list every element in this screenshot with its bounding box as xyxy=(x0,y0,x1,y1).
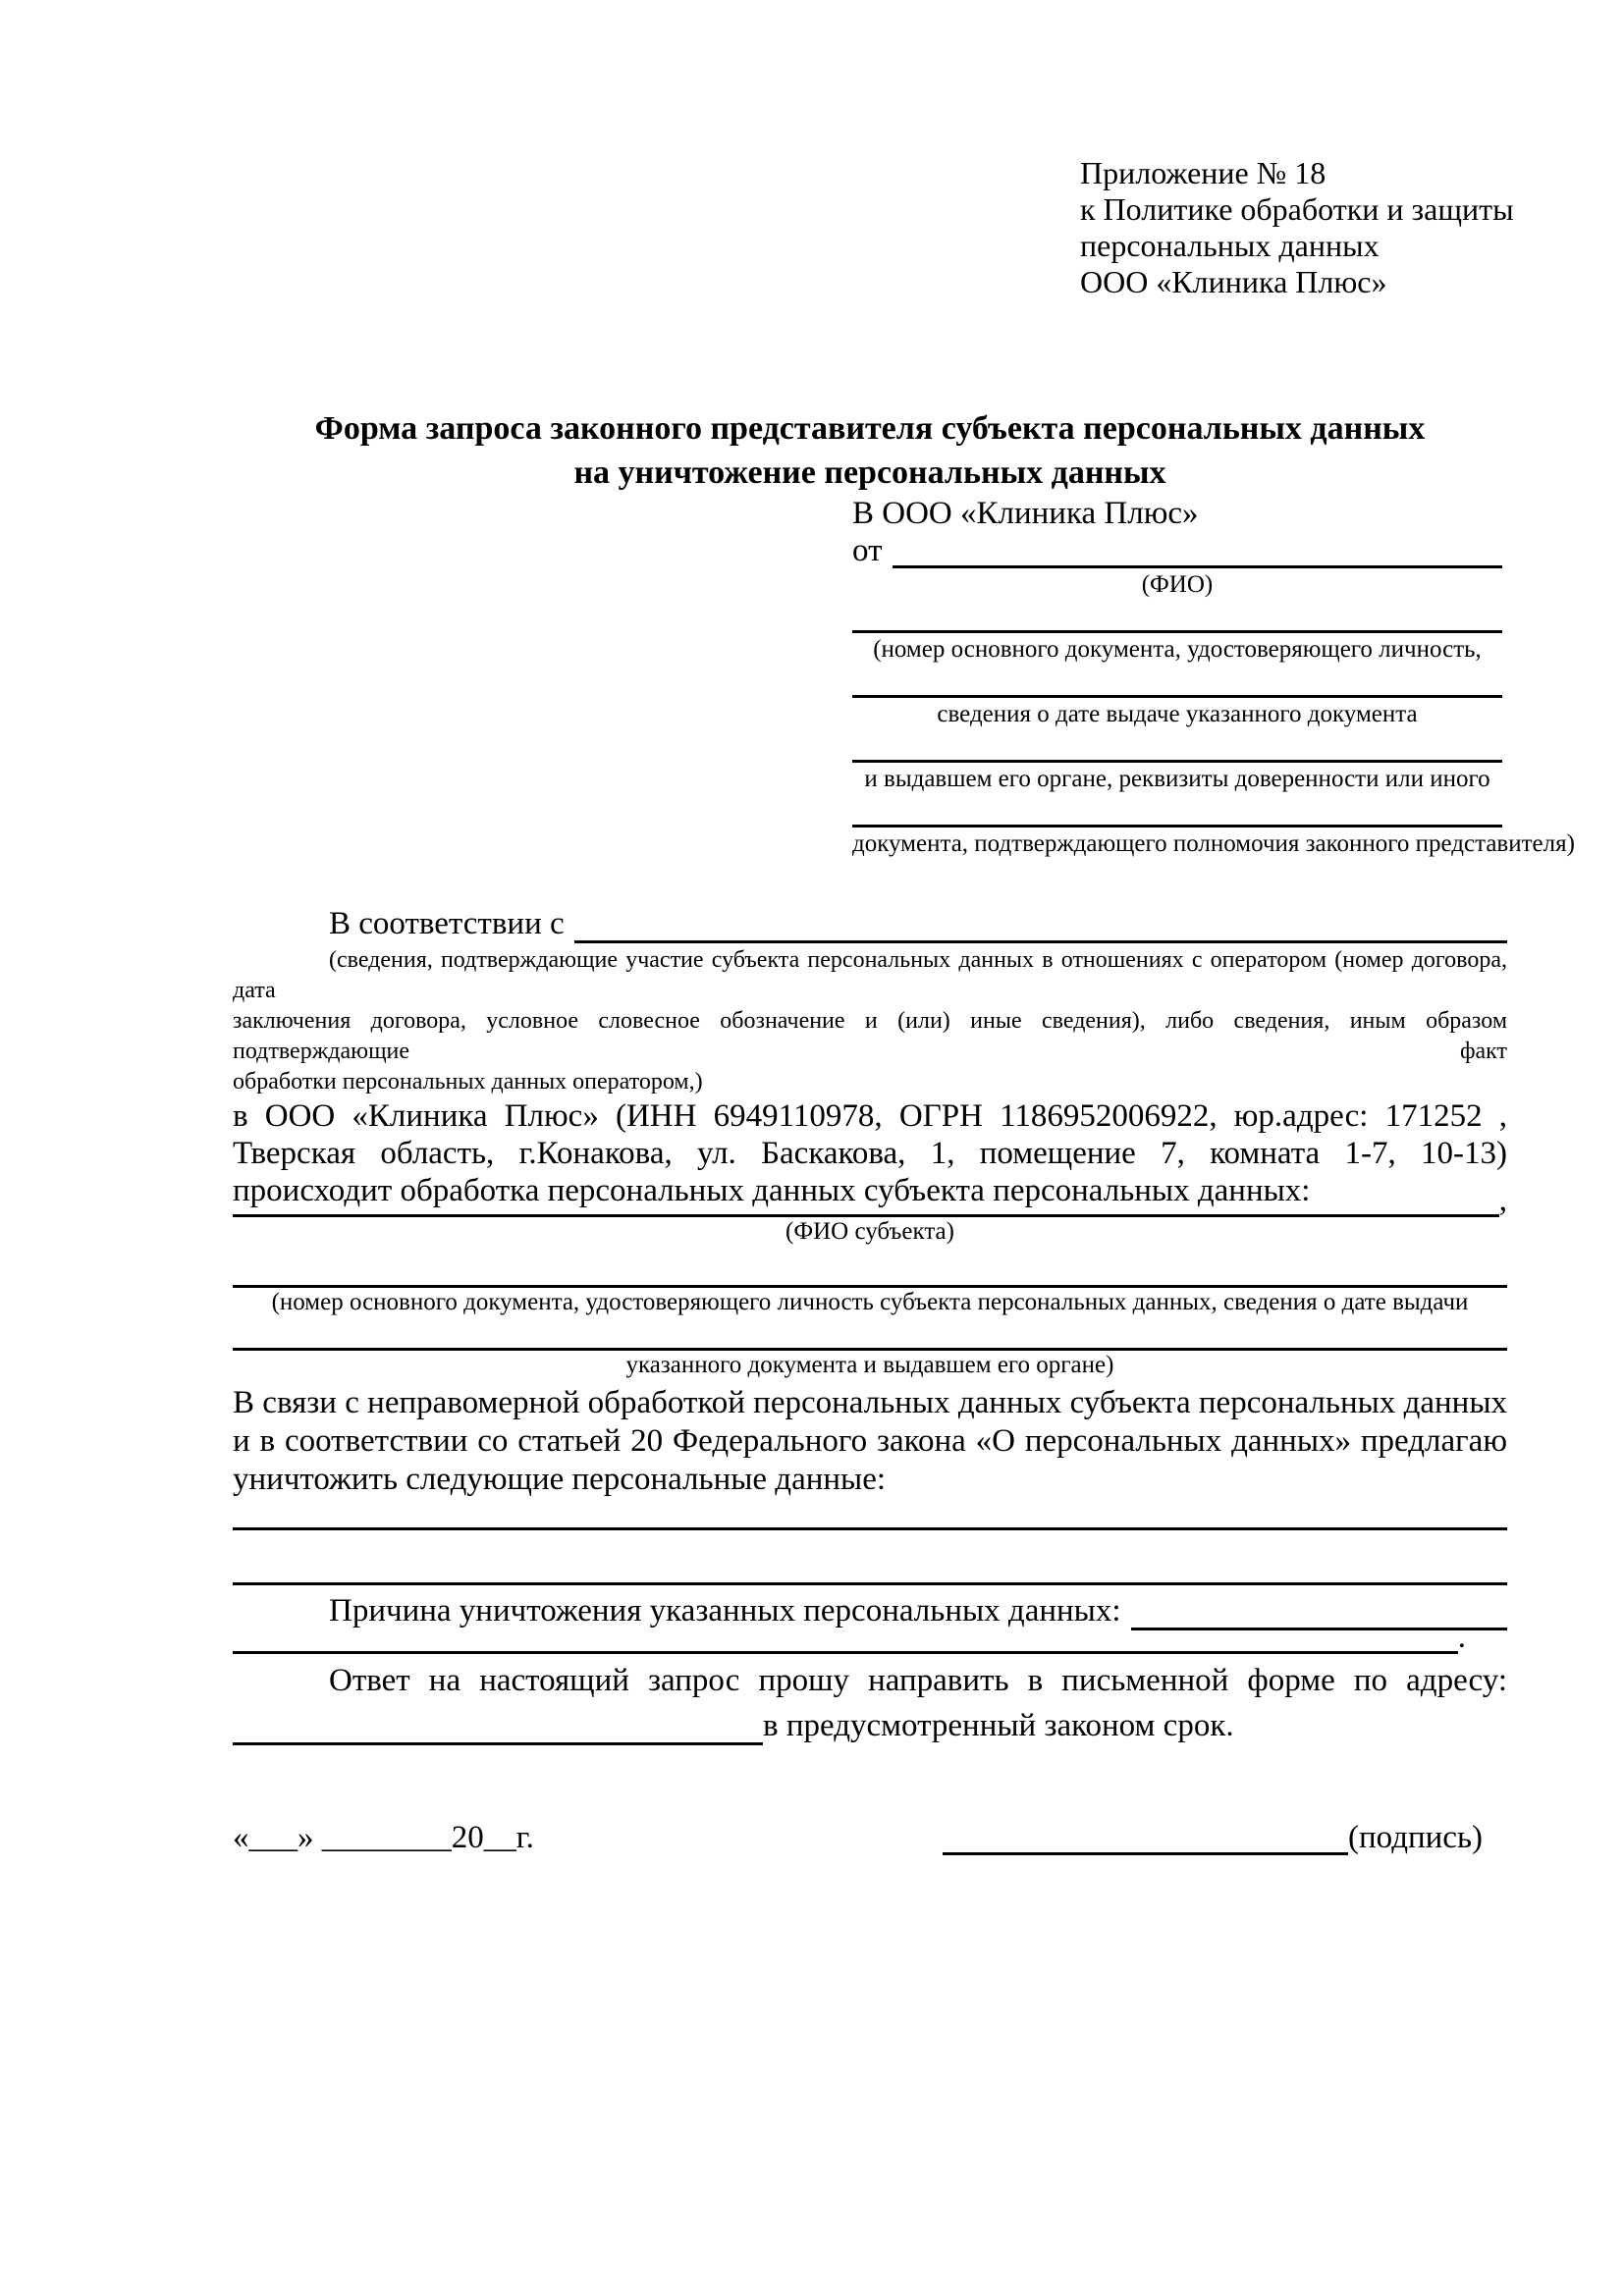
from-row xyxy=(852,533,1502,570)
from-label: от xyxy=(852,533,883,568)
reason-label: Причина уничтожения указанных персональных данных: xyxy=(329,1593,1121,1629)
representative-doc-blank-line xyxy=(852,665,1502,698)
fio-caption: (ФИО) xyxy=(1141,571,1214,598)
accordance-caption-line: (сведения, подтверждающие участие субъекта персональных данных в отношениях с оператором (номер договора, дата xyxy=(233,947,1507,1003)
fio-blank-line xyxy=(893,565,1503,568)
subject-doc-blank-line xyxy=(233,1317,1507,1351)
response-tail: в предусмотренный законом срок. xyxy=(763,1708,1234,1743)
accordance-blank-line xyxy=(574,940,1507,943)
trailing-comma: , xyxy=(1498,1183,1507,1218)
representative-doc-blank-line xyxy=(852,729,1502,763)
appendix-header-line: персональных данных xyxy=(1080,228,1380,263)
addressee-org: В ООО «Клиника Плюс» xyxy=(852,496,1199,531)
destruction-request-line: и в соответствии со статьей 20 Федерального закона «О персональных данных» предлагаю xyxy=(233,1423,1507,1459)
signature-caption: (подпись) xyxy=(1348,1820,1483,1855)
representative-doc-caption: сведения о дате выдаче указанного документа xyxy=(937,701,1418,727)
operator-paragraph-line: Тверская область, г.Конакова, ул. Баскакова, 1, помещение 7, комната 1-7, 10-13) xyxy=(233,1136,1507,1171)
subject-doc-caption-line1: (номер основного документа, удостоверяющего личность субъекта персональных данных, сведения о дате выдачи xyxy=(271,1289,1469,1315)
personal-data-blank-line-1 xyxy=(233,1499,1507,1530)
address-blank-line xyxy=(233,1742,763,1745)
representative-doc-caption: документа, подтверждающего полномочия законного представителя) xyxy=(852,830,1575,857)
signature-group xyxy=(943,1818,1483,1857)
addressee-block xyxy=(852,495,1575,859)
representative-doc-blank-line xyxy=(852,600,1502,633)
subject-fio-caption: (ФИО субъекта) xyxy=(785,1218,954,1245)
form-title-line2: на уничтожение персональных данных xyxy=(573,454,1166,491)
form-title-line1: Форма запроса законного представителя субъекта персональных данных xyxy=(314,410,1426,447)
destruction-request-line: уничтожить следующие персональные данные: xyxy=(233,1462,887,1497)
reason-row xyxy=(233,1591,1507,1630)
reason-continuation-row xyxy=(233,1620,1466,1655)
destruction-request-paragraph xyxy=(233,1384,1507,1499)
accordance-caption-line: заключения договора, условное словесное обозначение и (или) иные сведения), либо сведения, иным образом подтверждающие факт xyxy=(233,1008,1507,1064)
appendix-header-line: к Политике обработки и защиты xyxy=(1080,191,1514,227)
accordance-caption-line: обработки персональных данных оператором,) xyxy=(233,1069,703,1095)
accordance-caption xyxy=(233,945,1507,1097)
operator-paragraph-line: происходит обработка персональных данных субъекта персональных данных: xyxy=(233,1173,1311,1208)
operator-paragraph xyxy=(233,1097,1507,1209)
destruction-request-line: В связи с неправомерной обработкой персональных данных субъекта персональных данных xyxy=(233,1385,1507,1420)
representative-doc-blank-line xyxy=(852,794,1502,828)
accordance-label: В соответствии с xyxy=(329,906,565,941)
subject-doc-blank-line xyxy=(233,1247,1507,1288)
date-blank: «___» ________20__г. xyxy=(233,1820,534,1855)
response-paragraph-line: Ответ на настоящий запрос прошу направить в письменной форме по адресу: xyxy=(329,1663,1507,1698)
operator-paragraph-line: в ООО «Клиника Плюс» (ИНН 6949110978, ОГРН 1186952006922, юр.адрес: 171252 , xyxy=(233,1098,1507,1134)
personal-data-blank-line-2 xyxy=(233,1530,1507,1585)
signature-line xyxy=(943,1818,1348,1855)
subject-doc-caption-line2: указанного документа и выдавшем его органе) xyxy=(625,1352,1114,1378)
appendix-header-line: ООО «Клиника Плюс» xyxy=(1080,264,1387,299)
appendix-header xyxy=(1080,155,1514,300)
representative-doc-caption: (номер основного документа, удостоверяющего личность, xyxy=(873,636,1482,663)
form-title xyxy=(233,406,1507,495)
period: . xyxy=(1457,1620,1466,1655)
appendix-header-line: Приложение № 18 xyxy=(1080,155,1326,190)
accordance-row xyxy=(233,902,1507,943)
date-signature-row xyxy=(233,1816,1507,1857)
representative-doc-caption: и выдавшем его органе, реквизиты доверенности или иного xyxy=(864,766,1490,792)
reason-blank-line xyxy=(1131,1628,1507,1630)
response-tail-row xyxy=(233,1706,1507,1745)
reason-continuation-line xyxy=(233,1651,1458,1654)
